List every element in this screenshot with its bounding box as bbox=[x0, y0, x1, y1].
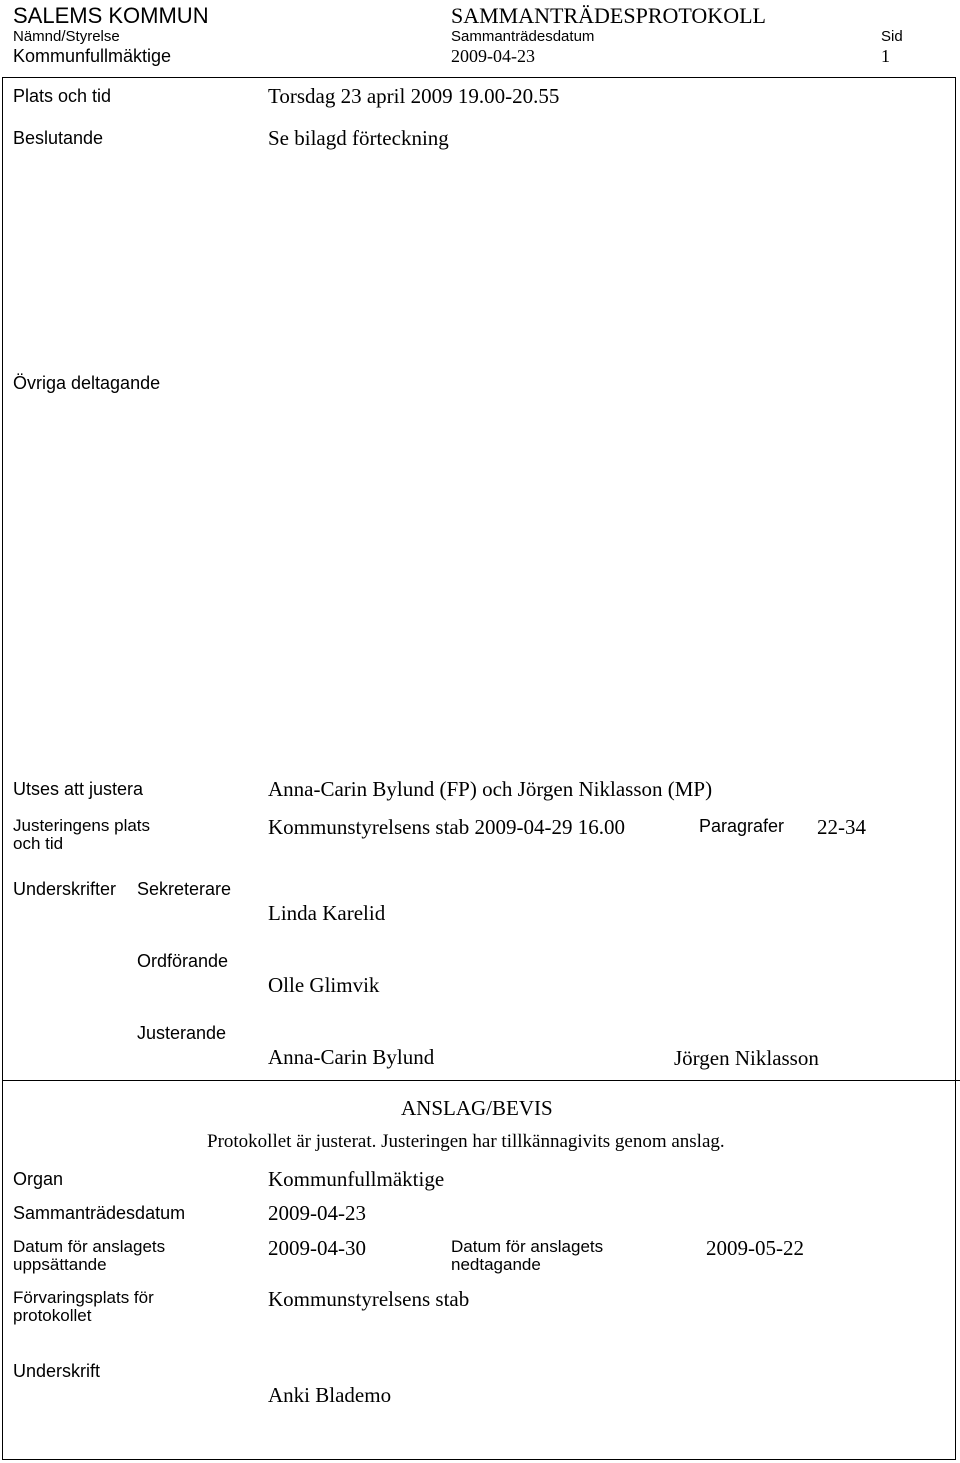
chair-name: Olle Glimvik bbox=[268, 973, 380, 997]
page-column-label: Sid bbox=[881, 28, 903, 45]
board-column-label: Nämnd/Styrelse bbox=[13, 28, 120, 45]
page-number: 1 bbox=[881, 46, 890, 66]
organ-label: Organ bbox=[13, 1169, 64, 1189]
chair-label: Ordförande bbox=[137, 951, 229, 971]
adjuster-signature-label: Justerande bbox=[137, 1023, 227, 1043]
adjusters-value: Anna-Carin Bylund (FP) och Jörgen Niklasson (MP) bbox=[268, 777, 713, 801]
posted-date-label-line2: uppsättande bbox=[13, 1255, 107, 1274]
posted-date-label-line1: Datum för anslagets bbox=[13, 1237, 166, 1256]
notice-title: ANSLAG/BEVIS bbox=[401, 1096, 553, 1120]
other-participants-label: Övriga deltagande bbox=[13, 373, 161, 393]
board-name: Kommunfullmäktige bbox=[13, 46, 172, 66]
adjustment-place-label-line1: Justeringens plats bbox=[13, 816, 151, 835]
decision-makers-value: Se bilagd förteckning bbox=[268, 126, 449, 150]
storage-label-line1: Förvaringsplats för bbox=[13, 1288, 154, 1307]
signature-name: Anki Blademo bbox=[268, 1383, 392, 1407]
meeting-date-column-label: Sammanträdesdatum bbox=[451, 28, 595, 45]
adjuster-name-1: Anna-Carin Bylund bbox=[268, 1045, 435, 1069]
place-time-label: Plats och tid bbox=[13, 86, 112, 106]
paragraphs-value: 22-34 bbox=[817, 815, 866, 839]
storage-label-line2: protokollet bbox=[13, 1306, 92, 1325]
decision-makers-label: Beslutande bbox=[13, 128, 104, 148]
adjuster-name-2: Jörgen Niklasson bbox=[674, 1046, 819, 1070]
removed-date-value: 2009-05-22 bbox=[706, 1236, 804, 1260]
removed-date-label-line1: Datum för anslagets bbox=[451, 1237, 604, 1256]
notice-meeting-date-label: Sammanträdesdatum bbox=[13, 1203, 186, 1223]
section-divider bbox=[2, 1080, 960, 1081]
posted-date-value: 2009-04-30 bbox=[268, 1236, 366, 1260]
signature-label: Underskrift bbox=[13, 1361, 101, 1381]
meeting-date: 2009-04-23 bbox=[451, 46, 535, 66]
removed-date-label-line2: nedtagande bbox=[451, 1255, 541, 1274]
signatures-label: Underskrifter bbox=[13, 879, 117, 899]
municipality-name: SALEMS KOMMUN bbox=[13, 3, 209, 28]
secretary-label: Sekreterare bbox=[137, 879, 232, 899]
adjustment-place-value: Kommunstyrelsens stab 2009-04-29 16.00 bbox=[268, 815, 625, 839]
adjustment-place-label-line2: och tid bbox=[13, 834, 64, 853]
organ-value: Kommunfullmäktige bbox=[268, 1167, 445, 1191]
document-type-title: SAMMANTRÄDESPROTOKOLL bbox=[451, 3, 766, 28]
notice-text: Protokollet är justerat. Justeringen har tillkännagivits genom anslag. bbox=[207, 1131, 725, 1152]
adjusters-label: Utses att justera bbox=[13, 779, 144, 799]
place-time-value: Torsdag 23 april 2009 19.00-20.55 bbox=[268, 84, 560, 108]
storage-value: Kommunstyrelsens stab bbox=[268, 1287, 470, 1311]
secretary-name: Linda Karelid bbox=[268, 901, 386, 925]
paragraphs-label: Paragrafer bbox=[699, 816, 785, 836]
notice-meeting-date-value: 2009-04-23 bbox=[268, 1201, 366, 1225]
